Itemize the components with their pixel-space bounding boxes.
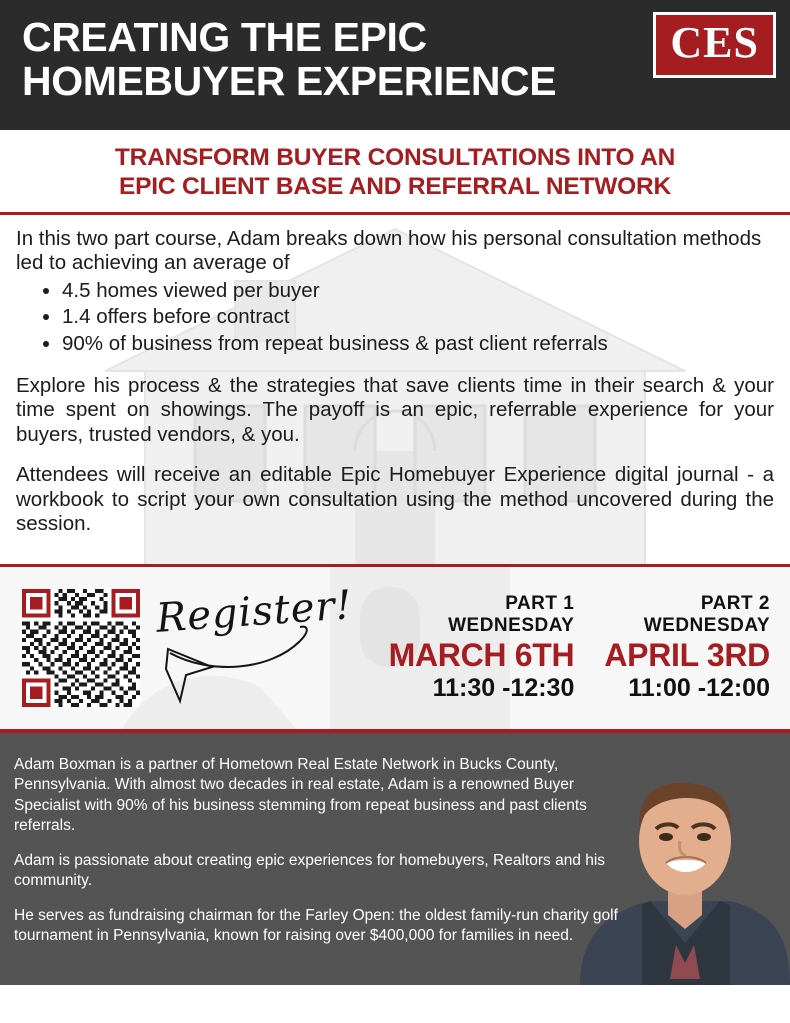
qr-code[interactable]: [22, 589, 140, 707]
subtitle-line-2: EPIC CLIENT BASE AND REFERRAL NETWORK: [118, 172, 672, 200]
session-time: 11:00 -12:00: [628, 674, 770, 702]
list-item: • 1.4 offers before contract: [62, 304, 774, 331]
speaker-bio-section: [0, 733, 790, 985]
session-date: MARCH 6TH: [388, 636, 575, 673]
bio-paragraph-1: Adam Boxman is a partner of Hometown Real Estate Network in Bucks County, Pennsylvania. With almost two decades in real estate, Adam is a renowned Buyer Specialist with 90% of his business stemming from repeat business and past clients referrals.: [14, 755, 587, 835]
session-part-label: PART 1: [505, 593, 575, 615]
subtitle-banner: [0, 130, 790, 215]
register-label: Register!: [154, 582, 355, 642]
session-date: APRIL 3RD: [604, 636, 770, 673]
session-weekday: WEDNESDAY: [448, 614, 575, 636]
registration-section: [0, 567, 790, 733]
description-intro: In this two part course, Adam breaks down how his personal consultation methods led to achieving an average of: [16, 226, 762, 275]
description-body: [16, 227, 774, 537]
session-dates: [328, 593, 774, 702]
ces-logo: CES: [653, 12, 776, 78]
description-paragraph-2: Explore his process & the strategies that save clients time in their search & your time spent on showings. The payoff is an epic, referrable experience for your buyers, trusted vendors, & you.: [16, 373, 774, 446]
description-paragraph-3: Attendees will receive an editable Epic Homebuyer Experience digital journal - a workbook to script your own consultation using the method uncovered during the session.: [16, 463, 774, 536]
description-section: [0, 215, 790, 567]
session-weekday: WEDNESDAY: [643, 614, 770, 636]
session-part-1: [389, 593, 575, 702]
register-script-graphic: [150, 582, 355, 713]
description-bullet-list: [16, 278, 774, 358]
subtitle-line-1: TRANSFORM BUYER CONSULTATIONS INTO AN: [114, 144, 676, 171]
session-part-label: PART 2: [700, 593, 770, 615]
page-header: [0, 0, 790, 130]
list-item: • 90% of business from repeat business & past client referrals: [62, 331, 774, 358]
session-part-2: [604, 593, 770, 702]
page-title: CREATING THE EPIC HOMEBUYER EXPERIENCE: [22, 14, 557, 104]
speaker-bio-text: [0, 733, 620, 947]
session-time: 11:30 -12:30: [432, 674, 575, 702]
bio-paragraph-3: He serves as fundraising chairman for the Farley Open: the oldest family-run charity golf tournament in Pennsylvania, known for raising over $400,000 for families in need.: [14, 906, 618, 944]
list-item: • 4.5 homes viewed per buyer: [62, 278, 774, 305]
bio-paragraph-2: Adam is passionate about creating epic experiences for homebuyers, Realtors and his community.: [14, 851, 606, 890]
